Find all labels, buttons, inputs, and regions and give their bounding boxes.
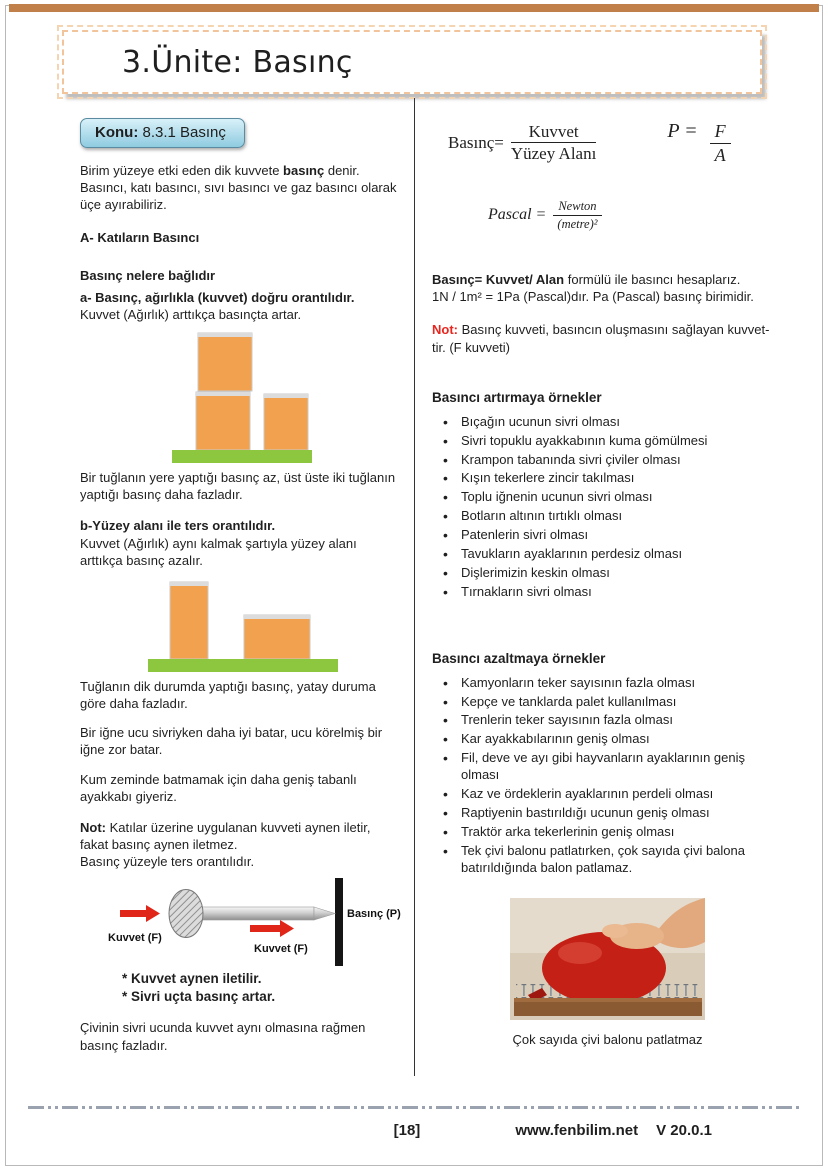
website-url: www.fenbilim.net	[515, 1122, 639, 1139]
decrease-list-item: • Kar ayakkabılarının geniş olması	[438, 731, 783, 748]
nail-pressure-figure	[102, 878, 402, 968]
intro-bold-term: basınç	[283, 163, 325, 178]
unit-line: 1N / 1m² = 1Pa (Pascal)dır. Pa (Pascal) basınç birimidir.	[432, 289, 754, 305]
fig1-caption: Bir tuğlanın yere yaptığı basınç az, üst üste iki tuğlanın yaptığı basınç daha fazladır.	[80, 470, 396, 503]
increase-heading: Basıncı artırmaya örnekler	[432, 389, 602, 405]
pa-fraction	[710, 121, 731, 165]
decrease-list-item: • Raptiyenin bastırıldığı ucunun geniş olması	[438, 805, 783, 822]
pa-formula	[667, 120, 737, 165]
heading-dependencies: Basınç nelere bağlıdır	[80, 267, 216, 283]
force-label-left: Kuvvet (F)	[108, 932, 162, 945]
note-text: Basınç kuvveti, basıncın oluşmasını sağlayan kuvvet-tir. (F kuvveti)	[432, 322, 770, 355]
ground-bar	[172, 450, 312, 463]
fingers	[602, 924, 628, 938]
decrease-list-item: • Traktör arka tekerlerinin geniş olması	[438, 824, 783, 841]
intro-text-2: denir. Basıncı, katı basıncı, sıvı basıncı ve gaz basıncı olarak üçe ayırabiliriz.	[80, 163, 397, 213]
page-number: [18]	[393, 1122, 421, 1139]
pa-denominator: A	[714, 144, 726, 165]
pa-lhs: P =	[667, 120, 698, 142]
pascal-numerator: Newton	[553, 199, 601, 215]
pressure-formula	[432, 120, 783, 165]
force-arrow-middle	[250, 920, 294, 937]
note-pressure-force	[432, 321, 783, 355]
brick-bottom-edge	[196, 392, 250, 396]
force-label-middle: Kuvvet (F)	[254, 943, 308, 956]
brick-weight-figure	[172, 331, 312, 463]
nail-note-2: * Sivri uçta basınç artar.	[122, 988, 276, 1004]
brick-vertical-edge	[170, 582, 208, 586]
increase-list-item: • Kışın tekerlere zincir takılması	[438, 470, 783, 487]
increase-list-item: • Patenlerin sivri olması	[438, 527, 783, 544]
increase-list-item: • Botların altının tırtıklı olması	[438, 508, 783, 525]
fig2-caption: Tuğlanın dik durumda yaptığı basınç, yatay duruma göre daha fazladır.	[80, 678, 376, 712]
right-column	[432, 98, 783, 1076]
increase-list-item: • Dişlerimizin keskin olması	[438, 565, 783, 582]
ground-bar	[148, 659, 338, 672]
brick-single-edge	[264, 394, 308, 398]
note-label-red: Not:	[432, 322, 458, 338]
wooden-board-edge	[514, 998, 702, 1002]
topic-label: Konu:	[95, 124, 139, 141]
pascal-lhs: Pascal =	[488, 206, 547, 224]
decrease-list-item: • Tek çivi balonu patlatırken, çok sayıda çivi balona batırıldığında balon patlamaz.	[438, 843, 783, 877]
rule-a-title: a- Basınç, ağırlıkla (kuvvet) doğru orantılıdır.	[80, 289, 355, 305]
force-arrow-left	[120, 905, 160, 922]
decrease-list	[438, 675, 783, 877]
nail-figure-notes	[122, 970, 402, 1005]
increase-list-item: • Toplu iğnenin ucunun sivri olması	[438, 489, 783, 506]
pressure-label: Basınç (P)	[347, 908, 401, 921]
fraction-numerator: Kuvvet	[511, 122, 596, 144]
page-content	[80, 98, 783, 1076]
nail-shaft	[202, 907, 314, 920]
left-column	[80, 98, 402, 1076]
formula-rest: formülü ile basıncı hesaplarız.	[564, 272, 741, 288]
balloon-caption: Çok sayıda çivi balonu patlatmaz	[512, 1032, 703, 1048]
increase-list-item: • Tavukların ayaklarının perdesiz olması	[438, 546, 783, 563]
increase-list-item: • Krampon tabanında sivri çiviler olması	[438, 452, 783, 469]
formula-lhs: Basınç=	[448, 132, 504, 152]
note-line2: Basınç yüzeyle ters orantılıdır.	[80, 854, 255, 870]
intro-paragraph	[80, 162, 402, 213]
pascal-fraction	[553, 199, 601, 231]
note-text: Katılar üzerine uygulanan kuvveti aynen iletir, fakat basınç aynen iletmez.	[80, 819, 371, 852]
rule-b-title: b-Yüzey alanı ile ters orantılıdır.	[80, 518, 276, 534]
brick-top	[198, 333, 252, 391]
version-number: V 20.0.1	[656, 1122, 712, 1139]
fraction-denominator: Yüzey Alanı	[510, 144, 597, 164]
balloon-nails-photo	[510, 898, 705, 1020]
brick-orientation-figure	[148, 577, 338, 672]
brick-horizontal	[244, 615, 310, 659]
brick-top-edge	[198, 333, 252, 337]
formula-bold-part: Basınç= Kuvvet/ Alan	[432, 272, 565, 288]
page-footer	[28, 1106, 800, 1139]
formula-explanation	[432, 271, 783, 305]
decrease-heading: Basıncı azaltmaya örnekler	[432, 650, 606, 666]
note-label: Not:	[80, 819, 106, 835]
nail-head	[169, 890, 203, 938]
topic-value: 8.3.1 Basınç	[138, 124, 226, 141]
needle-paragraph: Bir iğne ucu sivriyken daha iyi batar, ucu körelmiş bir iğne zor batar.	[80, 725, 383, 758]
note-solids	[80, 819, 402, 870]
rule-a-text: Kuvvet (Ağırlık) arttıkça basınçta artar.	[80, 306, 302, 322]
rule-b-text: Kuvvet (Ağırlık) aynı kalmak şartıyla yüzey alanı arttıkça basınç azalır.	[80, 535, 357, 568]
pascal-denominator: (metre)²	[557, 216, 598, 231]
increase-list-item: • Tırnakların sivri olması	[438, 584, 783, 601]
pascal-formula	[432, 199, 783, 231]
footer-text-row	[28, 1122, 800, 1139]
brick-single	[264, 394, 308, 450]
increase-list	[438, 414, 783, 601]
nail-tip	[314, 907, 335, 920]
increase-list-item: • Bıçağın ucunun sivri olması	[438, 414, 783, 431]
brick-horizontal-edge	[244, 615, 310, 619]
balloon-highlight	[558, 942, 602, 964]
sand-paragraph: Kum zeminde batmamak için daha geniş tabanlı ayakkabı giyeriz.	[80, 771, 357, 804]
unit-title: 3.Ünite: Basınç	[122, 44, 353, 80]
nail-note-1: * Kuvvet aynen iletilir.	[122, 971, 262, 987]
decrease-list-item: • Trenlerin teker sayısının fazla olması	[438, 712, 783, 729]
formula-fraction	[511, 122, 596, 164]
unit-title-box	[62, 30, 762, 94]
wall-bar	[335, 878, 343, 966]
brick-bottom	[196, 392, 250, 450]
closing-paragraph: Çivinin sivri ucunda kuvvet aynı olmasına rağmen basınç fazladır.	[80, 1020, 366, 1053]
increase-list-item: • Sivri topuklu ayakkabının kuma gömülmesi	[438, 433, 783, 450]
footer-divider-line	[28, 1106, 800, 1109]
pa-numerator: F	[710, 121, 731, 144]
intro-text-1: Birim yüzeye etki eden dik kuvvete	[80, 163, 284, 178]
decrease-list-item: • Kaz ve ördeklerin ayaklarının perdeli olması	[438, 786, 783, 803]
decrease-list-item: • Fil, deve ve ayı gibi hayvanların ayaklarının geniş olması	[438, 750, 783, 784]
column-divider	[414, 98, 415, 1076]
top-decoration-bar	[9, 4, 819, 12]
topic-badge	[80, 118, 245, 148]
brick-vertical	[170, 582, 208, 659]
decrease-list-item: • Kepçe ve tanklarda palet kullanılması	[438, 694, 783, 711]
section-heading-solids: A- Katıların Basıncı	[80, 230, 200, 246]
decrease-list-item: • Kamyonların teker sayısının fazla olması	[438, 675, 783, 692]
